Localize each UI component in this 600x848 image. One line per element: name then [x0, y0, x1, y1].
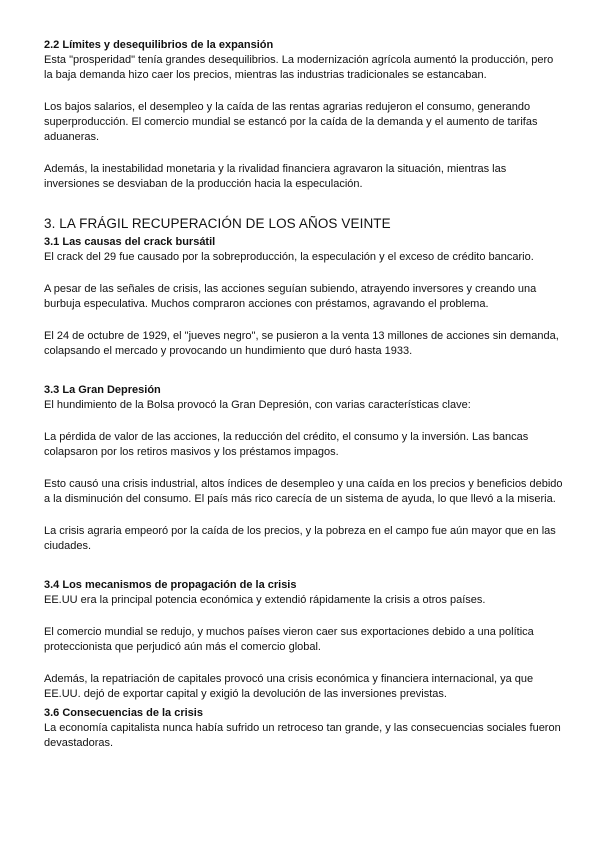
paragraph: La crisis agraria empeoró por la caída de los precios, y la pobreza en el campo fue aún mayor que en las ciudades. — [44, 525, 556, 552]
paragraph: El crack del 29 fue causado por la sobreproducción, la especulación y el exceso de crédito bancario. — [44, 251, 534, 263]
paragraph: La pérdida de valor de las acciones, la reducción del crédito, el consumo y la inversión. Las bancas colapsaron por los retiros masivos y los préstamos impagos. — [44, 431, 529, 458]
section-3-3 — [44, 383, 564, 554]
paragraph: El hundimiento de la Bolsa provocó la Gran Depresión, con varias características clave: — [44, 399, 471, 411]
paragraph: Los bajos salarios, el desempleo y la caída de las rentas agrarias redujeron el consumo, generando superproducción. El comercio mundial se estancó por la caída de la demanda y el aumento de tarifas aduaneras. — [44, 101, 538, 143]
paragraph: El 24 de octubre de 1929, el "jueves negro", se pusieron a la venta 13 millones de acciones sin demanda, colapsando el mercado y provocando un hundimiento que duró hasta 1933. — [44, 330, 559, 357]
document-page — [44, 38, 564, 751]
paragraph: Esto causó una crisis industrial, altos índices de desempleo y una caída en los precios y beneficios debido a la disminución del consumo. El país más rico carecía de un sistema de ayuda, lo que llevó a la miseria. — [44, 478, 563, 505]
section-heading-3: 3. LA FRÁGIL RECUPERACIÓN DE LOS AÑOS VEINTE — [44, 216, 391, 231]
subheading-3-4: 3.4 Los mecanismos de propagación de la crisis — [44, 579, 297, 591]
section-3-4 — [44, 578, 564, 702]
section-3-6 — [44, 706, 564, 751]
paragraph: Además, la repatriación de capitales provocó una crisis económica y financiera internacional, ya que EE.UU. dejó de exportar capital y exigió la devolución de las inversiones previstas. — [44, 673, 534, 700]
subheading-2-2: 2.2 Límites y desequilibrios de la expansión — [44, 39, 274, 51]
subheading-3-1: 3.1 Las causas del crack bursátil — [44, 236, 216, 248]
paragraph: El comercio mundial se redujo, y muchos países vieron caer sus exportaciones debido a una política proteccionista que perjudicó aún más el comercio global. — [44, 626, 534, 653]
section-3-1 — [44, 235, 564, 359]
paragraph: Esta "prosperidad" tenía grandes desequilibrios. La modernización agrícola aumentó la producción, pero la baja demanda hizo caer los precios, mientras las industrias tradicionales se estancaban. — [44, 54, 554, 81]
section-2-2 — [44, 38, 564, 192]
paragraph: Además, la inestabilidad monetaria y la rivalidad financiera agravaron la situación, mientras las inversiones se desviaban de la producción hacia la especulación. — [44, 163, 507, 190]
paragraph: EE.UU era la principal potencia económica y extendió rápidamente la crisis a otros países. — [44, 594, 486, 606]
paragraph: La economía capitalista nunca había sufrido un retroceso tan grande, y las consecuencias sociales fueron devastadoras. — [44, 722, 561, 749]
paragraph: A pesar de las señales de crisis, las acciones seguían subiendo, atrayendo inversores y creando una burbuja especulativa. Muchos compraron acciones con préstamos, agravando el problema. — [44, 283, 537, 310]
subheading-3-3: 3.3 La Gran Depresión — [44, 384, 161, 396]
subheading-3-6: 3.6 Consecuencias de la crisis — [44, 707, 203, 719]
